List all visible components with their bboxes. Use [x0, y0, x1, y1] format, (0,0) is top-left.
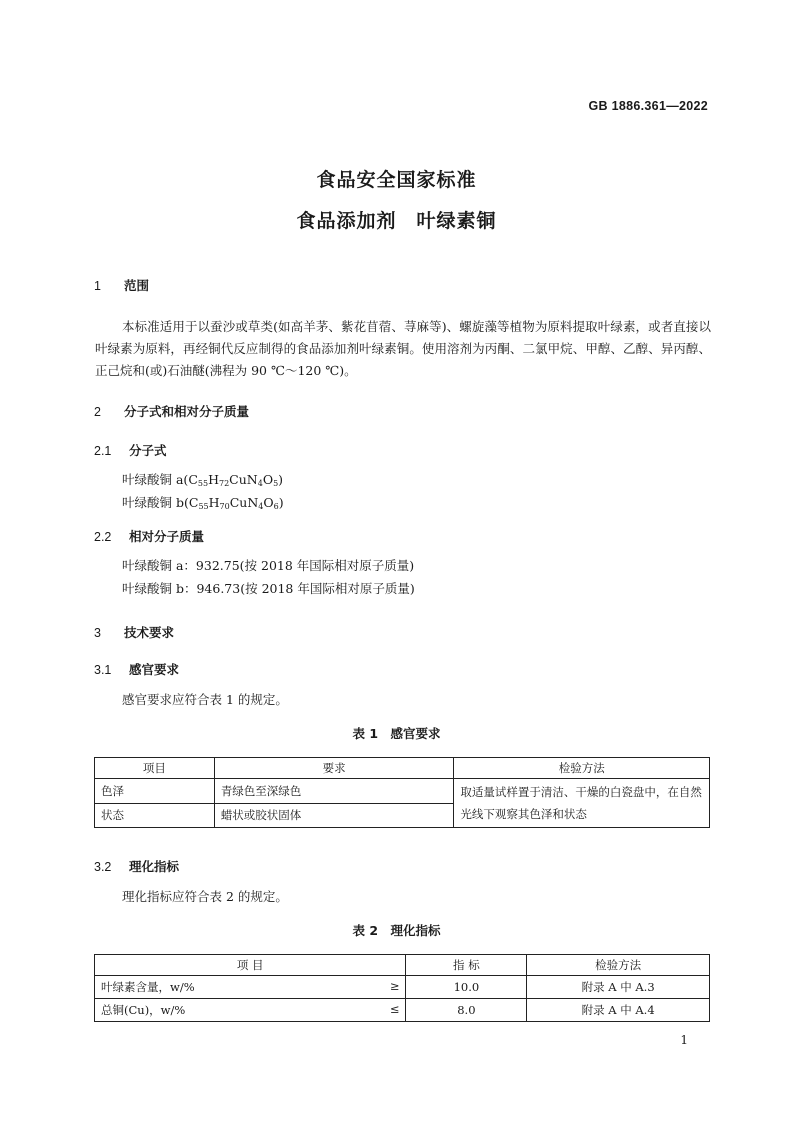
- table-cell-value: 10.0: [406, 976, 527, 999]
- table-header-cell: 项目: [95, 758, 215, 779]
- sensory-table: [94, 757, 710, 828]
- table-cell-method: 取适量试样置于清洁、干燥的白瓷盘中，在自然光线下观察其色泽和状态: [454, 779, 710, 828]
- table-1-caption: 表 1 感官要求: [352, 726, 441, 741]
- section-3-heading: [94, 623, 174, 641]
- table-header-cell: 指 标: [406, 955, 527, 976]
- standard-number: GB 1886.361—2022: [588, 99, 708, 113]
- table-cell-item: 总铜(Cu)，w/% ≤: [95, 999, 406, 1022]
- table-cell-value: 8.0: [406, 999, 527, 1022]
- table-row: [95, 999, 710, 1022]
- comparison-symbol: ≥: [389, 979, 400, 993]
- section-title: 分子式: [129, 443, 167, 458]
- section-title: 分子式和相对分子质量: [124, 404, 250, 419]
- molecular-mass-b: 叶绿酸铜 b：946.73(按 2018 年国际相对原子质量): [122, 581, 415, 596]
- table-header-cell: 检验方法: [454, 758, 710, 779]
- section-number: 3: [94, 626, 101, 640]
- table-cell-method: 附录 A 中 A.3: [527, 976, 710, 999]
- section-3-2-heading: [94, 857, 179, 875]
- comparison-symbol: ≤: [389, 1002, 400, 1016]
- page-number: 1: [680, 1033, 688, 1047]
- section-2-2-heading: [94, 527, 204, 545]
- table-cell-method: 附录 A 中 A.4: [527, 999, 710, 1022]
- section-number: 2.2: [94, 530, 112, 544]
- section-title: 感官要求: [129, 662, 180, 677]
- formula-a: 叶绿酸铜 $a(C_{55}H_{72}CuN_4O_5)$: [122, 472, 284, 488]
- section-title: 理化指标: [129, 859, 180, 874]
- section-number: 1: [94, 279, 101, 293]
- document-title: 食品安全国家标准: [316, 169, 477, 191]
- table-header-row: [95, 955, 710, 976]
- section-3-1-heading: [94, 660, 179, 678]
- scope-paragraph: 本标准适用于以蚕沙或草类(如高羊茅、紫花苜蓿、荨麻等)、螺旋藻等植物为原料提取叶绿素，或者直接以叶绿素为原料，再经铜代反应制得的食品添加剂叶绿素铜。使用溶剂为丙酮、二氯甲烷、甲醇、乙醇、异丙醇、正己烷和(或)石油醚(沸程为 90 ℃～120 ℃)。: [95, 319, 711, 378]
- section-title: 技术要求: [124, 625, 175, 640]
- table-cell-requirement: 蜡状或胶状固体: [214, 803, 454, 828]
- section-1-heading: [94, 276, 149, 294]
- section-title: 相对分子质量: [129, 529, 205, 544]
- table-cell-item: 叶绿素含量，w/% ≥: [95, 976, 406, 999]
- physchem-text: 理化指标应符合表 2 的规定。: [122, 889, 288, 904]
- table-2-caption: 表 2 理化指标: [352, 923, 441, 938]
- table-row: [95, 976, 710, 999]
- table-cell-item: 色泽: [95, 779, 215, 804]
- table-header-cell: 要求: [214, 758, 454, 779]
- table-header-cell: 检验方法: [527, 955, 710, 976]
- section-title: 范围: [124, 278, 150, 293]
- physchem-table: [94, 954, 710, 1022]
- section-2-1-heading: [94, 441, 167, 459]
- molecular-mass-a: 叶绿酸铜 a：932.75(按 2018 年国际相对原子质量): [122, 558, 415, 573]
- section-number: 2: [94, 405, 101, 419]
- table-header-cell: 项 目: [95, 955, 406, 976]
- formula-b: 叶绿酸铜 $b(C_{55}H_{70}CuN_4O_6)$: [122, 495, 284, 511]
- table-cell-requirement: 青绿色至深绿色: [214, 779, 454, 804]
- sensory-text: 感官要求应符合表 1 的规定。: [122, 692, 288, 707]
- section-number: 2.1: [94, 444, 112, 458]
- table-row: [95, 779, 710, 804]
- section-2-heading: [94, 402, 249, 420]
- table-cell-item: 状态: [95, 803, 215, 828]
- section-number: 3.2: [94, 860, 112, 874]
- document-subtitle: 食品添加剂 叶绿素铜: [296, 210, 497, 232]
- table-header-row: [95, 758, 710, 779]
- section-number: 3.1: [94, 663, 112, 677]
